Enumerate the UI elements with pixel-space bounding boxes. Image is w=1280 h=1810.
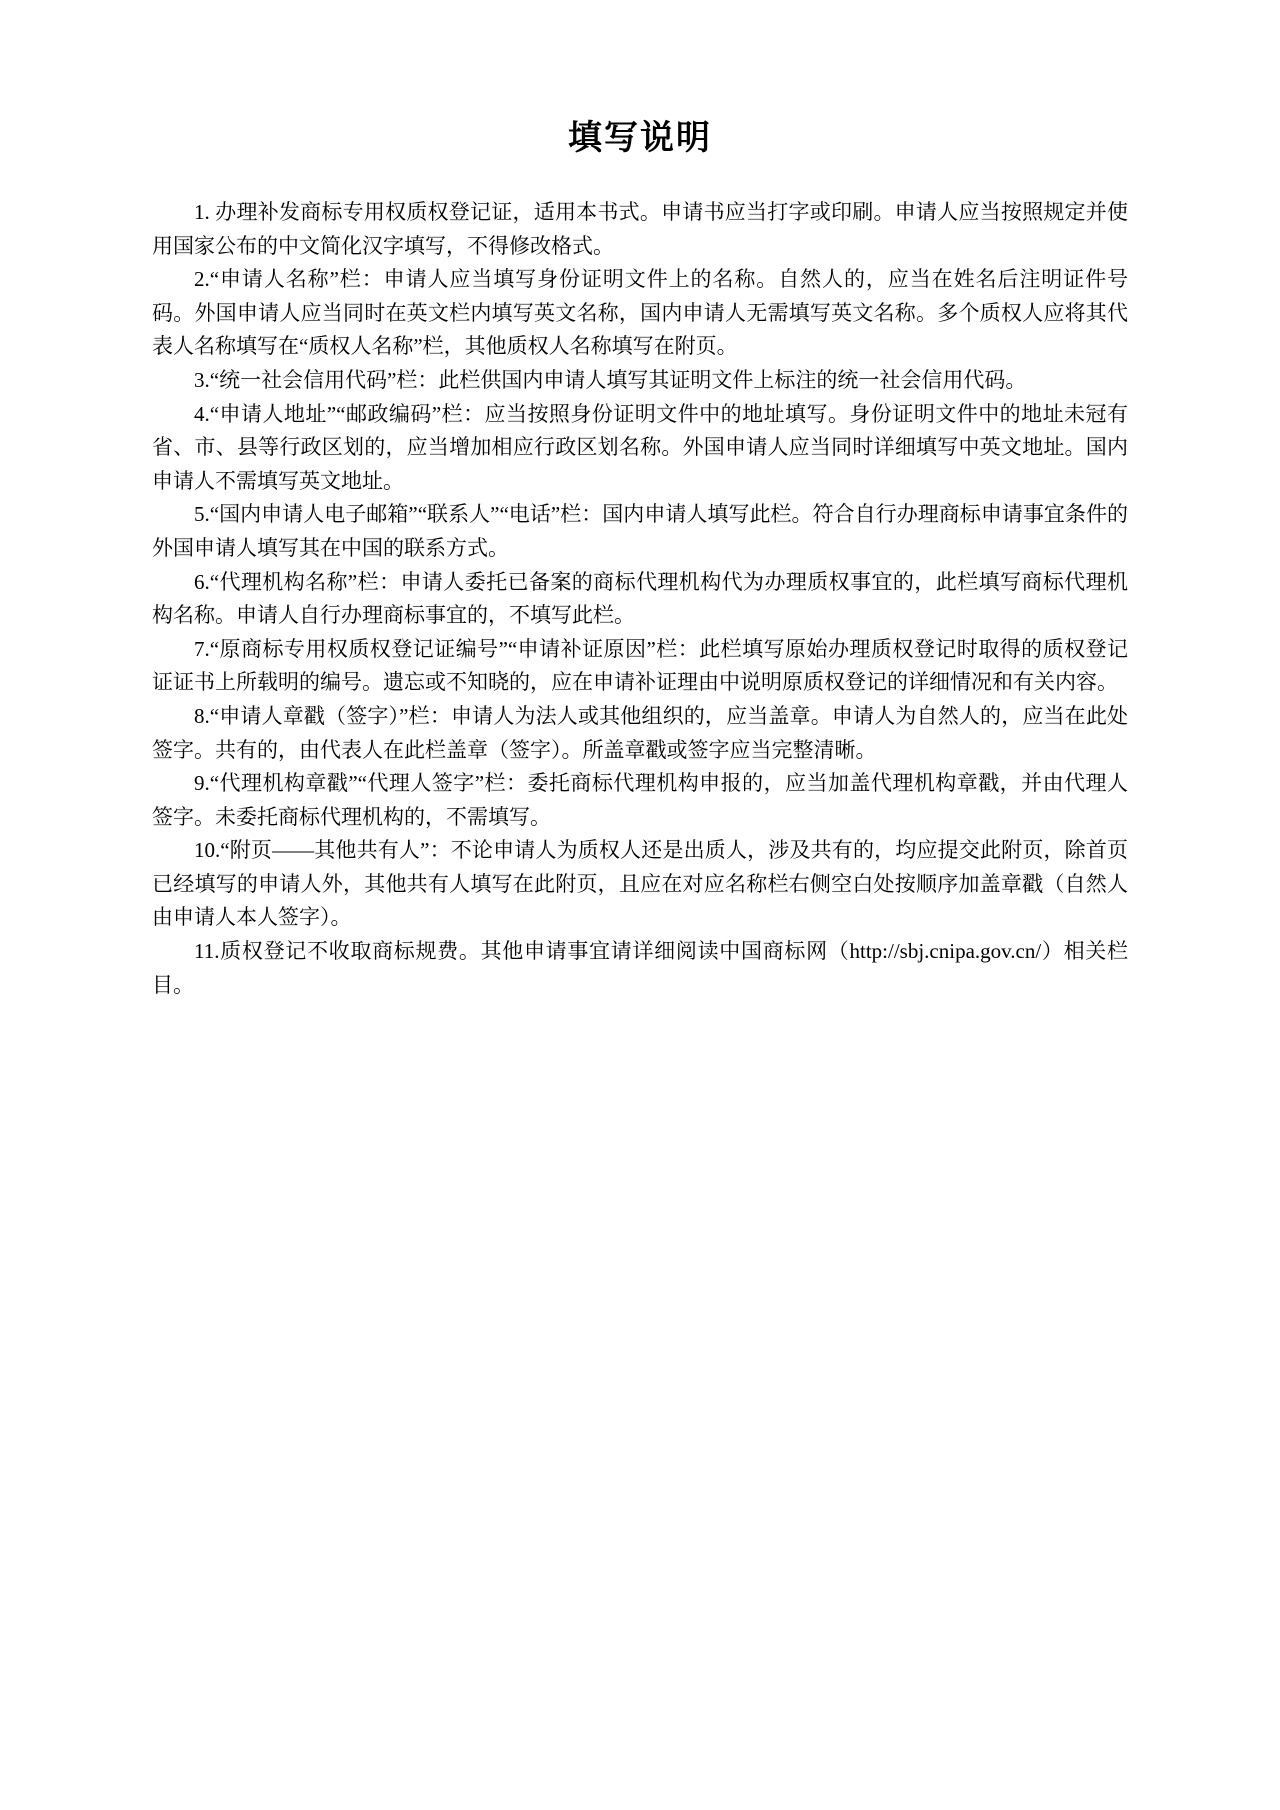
- instruction-paragraph-5: 5.“国内申请人电子邮箱”“联系人”“电话”栏：国内申请人填写此栏。符合自行办理商标申请事宜条件的外国申请人填写其在中国的联系方式。: [152, 502, 1128, 560]
- instruction-paragraph-9: 9.“代理机构章戳”“代理人签字”栏：委托商标代理机构申报的，应当加盖代理机构章戳，并由代理人签字。未委托商标代理机构的，不需填写。: [152, 771, 1128, 829]
- instruction-paragraph-2: 2.“申请人名称”栏：申请人应当填写身份证明文件上的名称。自然人的，应当在姓名后注明证件号码。外国申请人应当同时在英文栏内填写英文名称，国内申请人无需填写英文名称。多个质权人应将其代表人名称填写在“质权人名称”栏，其他质权人名称填写在附页。: [152, 267, 1128, 359]
- instruction-paragraph-3: 3.“统一社会信用代码”栏：此栏供国内申请人填写其证明文件上标注的统一社会信用代码。: [194, 367, 1027, 392]
- instruction-paragraph-11: 11.质权登记不收取商标规费。其他申请事宜请详细阅读中国商标网（http://sbj.cnipa.gov.cn/）相关栏目。: [152, 939, 1128, 997]
- instruction-paragraph-1: 1. 办理补发商标专用权质权登记证，适用本书式。申请书应当打字或印刷。申请人应当按照规定并使用国家公布的中文简化汉字填写，不得修改格式。: [152, 200, 1128, 258]
- instruction-paragraph-7: 7.“原商标专用权质权登记证编号”“申请补证原因”栏：此栏填写原始办理质权登记时取得的质权登记证证书上所载明的编号。遗忘或不知晓的，应在申请补证理由中说明原质权登记的详细情况和有关内容。: [152, 636, 1128, 695]
- instruction-paragraph-6: 6.“代理机构名称”栏：申请人委托已备案的商标代理机构代为办理质权事宜的，此栏填写商标代理机构名称。申请人自行办理商标事宜的，不填写此栏。: [152, 569, 1128, 628]
- instruction-paragraph-10: 10.“附页——其他共有人”：不论申请人为质权人还是出质人，涉及共有的，均应提交此附页，除首页已经填写的申请人外，其他共有人填写在此附页，且应在对应名称栏右侧空白处按顺序加盖章戳（自然人由申请人本人签字）。: [152, 838, 1128, 930]
- instructions-body: [152, 196, 1128, 1002]
- instruction-paragraph-4: 4.“申请人地址”“邮政编码”栏：应当按照身份证明文件中的地址填写。身份证明文件中的地址未冠有省、市、县等行政区划的，应当增加相应行政区划名称。外国申请人应当同时详细填写中英文地址。国内申请人不需填写英文地址。: [152, 401, 1128, 493]
- page-title: 填写说明: [568, 120, 712, 157]
- instruction-paragraph-8: 8.“申请人章戳（签字）”栏：申请人为法人或其他组织的，应当盖章。申请人为自然人的，应当在此处签字。共有的，由代表人在此栏盖章（签字）。所盖章戳或签字应当完整清晰。: [152, 703, 1128, 762]
